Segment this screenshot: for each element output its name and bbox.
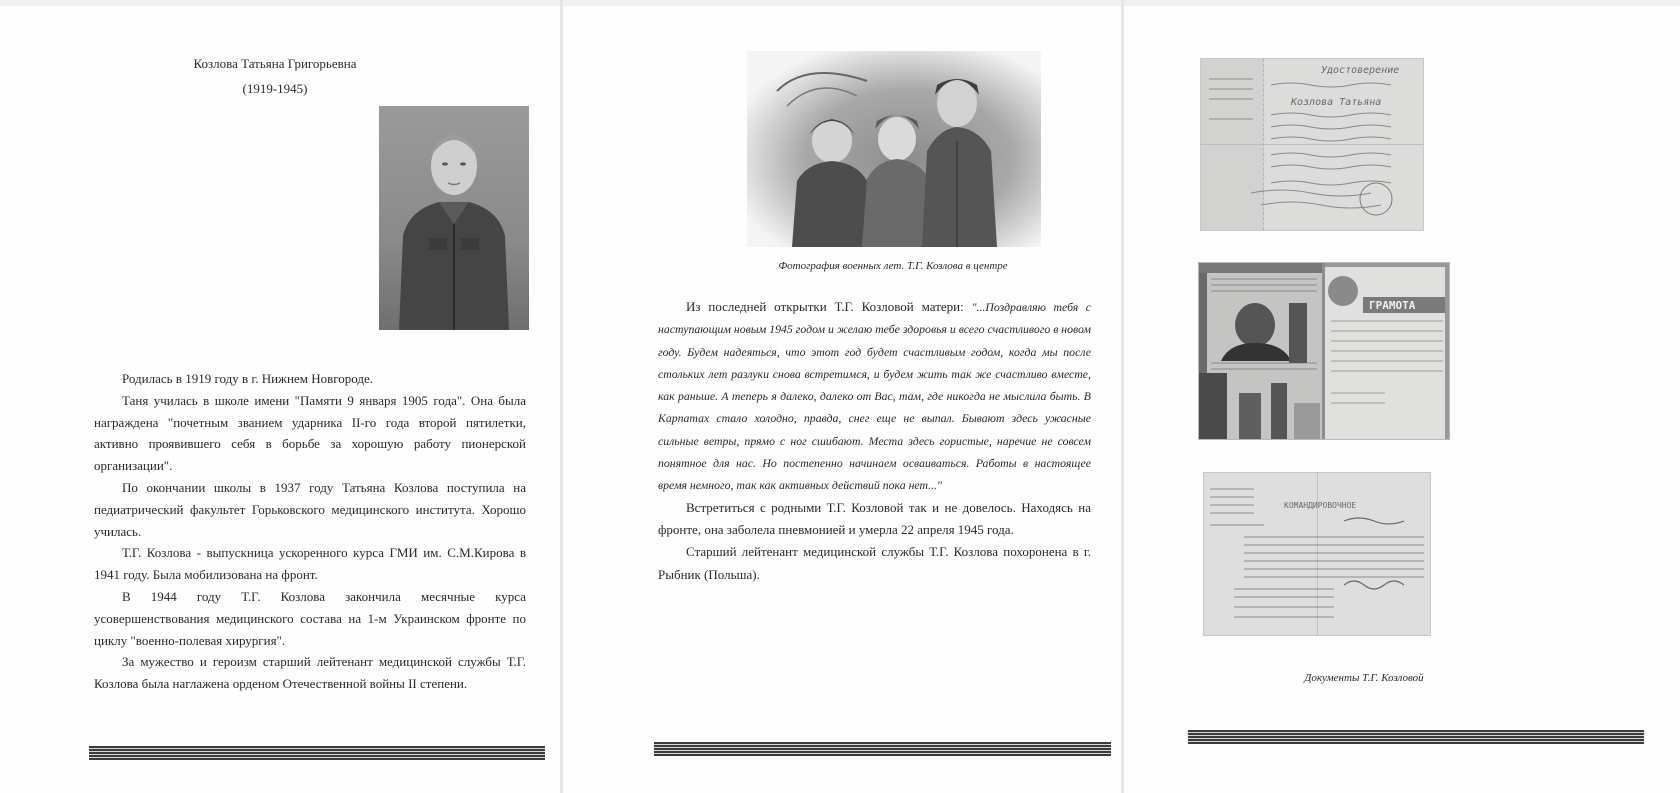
travel-document (1203, 472, 1431, 636)
war-photo (747, 51, 1041, 247)
letter-paragraph (658, 296, 1091, 497)
certificate-name: Козлова Татьяна (1291, 97, 1382, 108)
certificate-heading: Удостоверение (1321, 65, 1400, 76)
bio-paragraph: В 1944 году Т.Г. Козлова закончила месячные курса усовершенствования медицинского состава на 1-м Украинском фронте по циклу "военно-полевая хирургия". (94, 588, 526, 648)
portrait-figure (379, 106, 529, 330)
gramota-document (1198, 262, 1450, 440)
ribbon-stripe (1188, 730, 1644, 744)
closing-paragraph: Встретиться с родными Т.Г. Козловой так и не довелось. Находясь на фронте, она заболела пневмонией и умерла 22 апреля 1945 года. (658, 499, 1091, 537)
life-years: (1919-1945) (242, 81, 308, 96)
war-photo-figures (747, 51, 1041, 247)
gramota-left-page (1199, 263, 1325, 439)
letter-intro: Из последней открытки Т.Г. Козловой матери: (686, 299, 972, 314)
page-3 (1124, 6, 1680, 793)
bio-paragraph: Родилась в 1919 году в г. Нижнем Новгороде. (122, 371, 374, 386)
person-name: Козлова Татьяна Григорьевна (193, 56, 357, 71)
closing-paragraph: Старший лейтенант медицинской службы Т.Г. Козлова похоронена в г. Рыбник (Польша). (658, 544, 1091, 582)
bio-paragraph: По окончании школы в 1937 году Татьяна Козлова поступила на педиатрический факультет Горьковского медицинского института. Хорошо училась. (94, 479, 526, 539)
certificate-document (1200, 58, 1424, 231)
certificate-handwriting (1201, 59, 1423, 230)
travel-doc-heading: КОМАНДИРОВОЧНОЕ (1284, 501, 1357, 510)
page-2 (563, 6, 1121, 793)
bio-paragraph: За мужество и героизм старший лейтенант медицинской службы Т.Г. Козлова была наглажена орденом Отечественной войны II степени. (94, 654, 526, 692)
bio-paragraph: Т.Г. Козлова - выпускница ускоренного курса ГМИ им. С.М.Кирова в 1941 году. Была мобилизована на фронт. (94, 545, 526, 583)
gramota-right-page (1325, 263, 1449, 439)
documents-caption: Документы Т.Г. Козловой (1304, 672, 1424, 684)
gramota-heading: ГРАМОТА (1369, 299, 1416, 312)
page-1 (0, 6, 560, 793)
biography-text (94, 368, 526, 695)
photo-caption: Фотография военных лет. Т.Г. Козлова в центре (778, 260, 1008, 272)
portrait-photo (379, 106, 529, 330)
gramota-left-illustration (1199, 263, 1322, 439)
letter-quote: "...Поздравляю тебя с наступающим новым 1945 годом и желаю тебе здоровья и всего счастливого в новом году. Будем надеяться, что этот год будет счастливым годом, когда мы после стольких лет разлуки снова встретимся, и будем жить так же счастливо вместе, как раньше. А теперь я далеко, далеко от Вас, там, где никогда не мыслила быть. В Карпатах стало холодно, правда, снег еще не выпал. Бывают здесь ужасные сильные ветры, прямо с ног сшибают. Места здесь гористые, наречие не совсем понятное для нас. Но постепенно начинаем осваиваться. Работы в настоящее время немного, так как активных действий пока нет..." (658, 300, 1091, 493)
gramota-right-illustration (1325, 263, 1449, 439)
ribbon-stripe (89, 746, 545, 760)
travel-doc-lines (1204, 473, 1430, 635)
letter-text (658, 296, 1091, 586)
bio-paragraph: Таня училась в школе имени "Памяти 9 января 1905 года". Она была награждена "почетным званием ударника II-го года второй пятилетки, активно проявившего себя в борьбе за хорошую работу пионерской организации". (94, 392, 526, 474)
ribbon-stripe (654, 742, 1111, 756)
